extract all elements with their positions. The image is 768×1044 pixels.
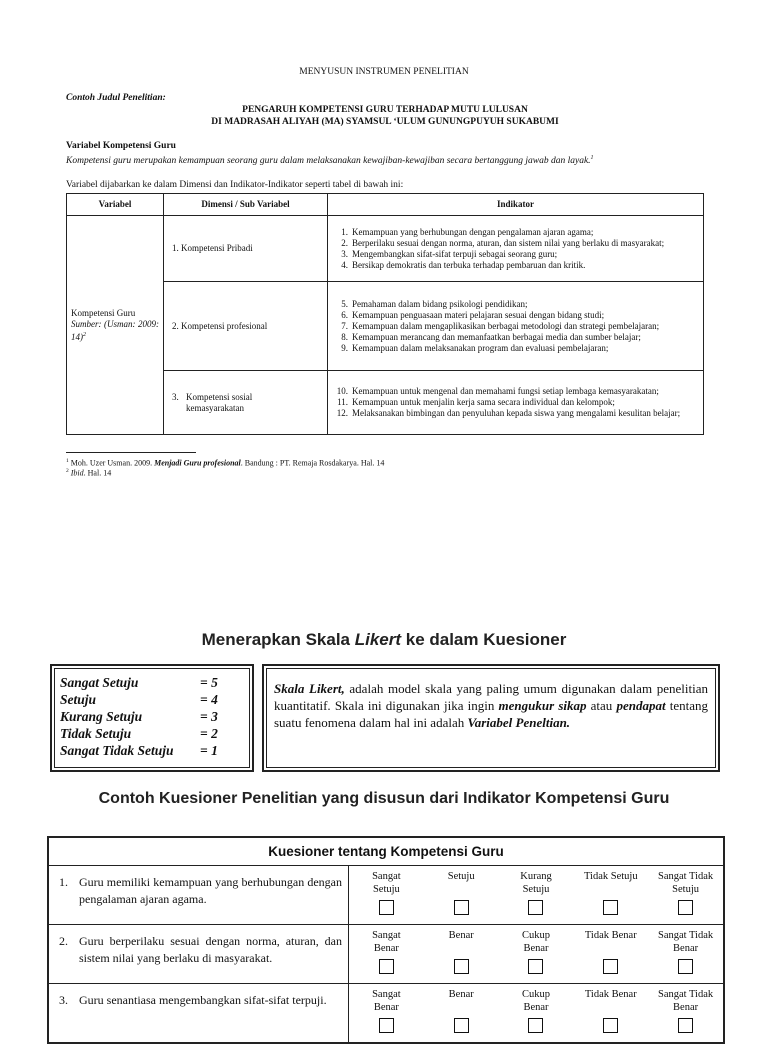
indicator-item: 1. Kemampuan yang berhubungan dengan pengalaman ajaran agama; bbox=[341, 226, 594, 237]
indicator-item: 2. Berperilaku sesuai dengan norma, aturan, dan sistem nilai yang berlaku di masyarakat; bbox=[341, 237, 665, 248]
scale-row: Setuju = 4 bbox=[60, 692, 218, 707]
variable-table bbox=[66, 193, 704, 435]
scale-row: Sangat Setuju = 5 bbox=[60, 675, 218, 690]
indicators-3 bbox=[328, 371, 704, 435]
option-kurang-setuju[interactable]: Kurang Setuju bbox=[499, 866, 574, 924]
indicators-1 bbox=[328, 216, 704, 282]
option-tidak-setuju[interactable]: Tidak Setuju bbox=[573, 866, 648, 924]
option-benar[interactable]: Benar bbox=[424, 984, 499, 1042]
option-tidak-benar[interactable]: Tidak Benar bbox=[573, 984, 648, 1042]
question-row: 2. Guru berperilaku sesuai dengan norma, aturan, dan sistem nilai yang berlaku di masyarakat. Sangat Benar Benar Cukup Benar Tidak Benar Sangat Tidak Benar bbox=[49, 924, 723, 983]
variable-heading: Variabel Kompetensi Guru bbox=[66, 141, 176, 151]
question-row: 3. Guru senantiasa mengembangkan sifat-sifat terpuji. Sangat Benar Benar Cukup Benar Tidak Benar Sangat Tidak Benar bbox=[49, 983, 723, 1042]
indicator-item: 6. Kemampuan penguasaan materi pelajaran sesuai dengan bidang studi; bbox=[341, 309, 605, 320]
checkbox[interactable] bbox=[528, 959, 543, 974]
likert-description: Skala Likert, adalah model skala yang paling umum digunakan dalam penelitian kuantitatif. Skala ini digunakan jika ingin mengukur sikap atau pendapat tentang suatu fenomena dalam hal ini adalah Variabel Peneltian. bbox=[274, 681, 708, 730]
indicator-item: 12. Melaksanakan bimbingan dan penyuluhan kepada siswa yang mengalami kesulitan belajar; bbox=[336, 408, 681, 418]
checkbox[interactable] bbox=[379, 900, 394, 915]
footnote-2: $^2$ Ibid. Hal. 14 bbox=[66, 468, 112, 478]
header-dimensi: Dimensi / Sub Variabel bbox=[164, 194, 328, 216]
checkbox[interactable] bbox=[454, 1018, 469, 1033]
checkbox[interactable] bbox=[379, 1018, 394, 1033]
option-sangat-tidak-benar[interactable]: Sangat Tidak Benar bbox=[648, 925, 723, 983]
indicators-2 bbox=[328, 282, 704, 371]
questionnaire-title: Kuesioner tentang Kompetensi Guru bbox=[268, 844, 504, 859]
dimension-2: 2. Kompetensi profesional bbox=[164, 282, 328, 371]
option-sangat-benar[interactable]: Sangat Benar bbox=[349, 925, 424, 983]
option-benar[interactable]: Benar bbox=[424, 925, 499, 983]
checkbox[interactable] bbox=[678, 900, 693, 915]
indicator-item: 10. Kemampuan untuk mengenal dan memahami fungsi setiap lembaga kemasyarakatan; bbox=[336, 386, 659, 396]
scale-row: Kurang Setuju = 3 bbox=[60, 709, 218, 724]
likert-scale-box bbox=[50, 664, 254, 772]
dimension-3: 3. Kompetensi sosial kemasyarakatan bbox=[164, 371, 328, 435]
option-sangat-tidak-setuju[interactable]: Sangat Tidak Setuju bbox=[648, 866, 723, 924]
intro-line: Variabel dijabarkan ke dalam Dimensi dan Indikator-Indikator seperti tabel di bawah ini: bbox=[66, 180, 404, 190]
doc-title: MENYUSUN INSTRUMEN PENELITIAN bbox=[299, 67, 469, 77]
option-cukup-benar[interactable]: Cukup Benar bbox=[499, 984, 574, 1042]
question-row: 1. Guru memiliki kemampuan yang berhubungan dengan pengalaman ajaran agama. Sangat Setuju Setuju Kurang Setuju Tidak Setuju Sangat Tidak Setuju bbox=[49, 865, 723, 924]
footnote-1: $^1$ Moh. Uzer Usman. 2009. Menjadi Guru profesional. Bandung : PT. Remaja Rosdakarya. Hal. 14 bbox=[66, 458, 385, 468]
questionnaire-heading: Contoh Kuesioner Penelitian yang disusun dari Indikator Kompetensi Guru bbox=[98, 790, 670, 807]
questionnaire-table bbox=[47, 836, 725, 1044]
variable-cell bbox=[67, 216, 164, 435]
option-sangat-setuju[interactable]: Sangat Setuju bbox=[349, 866, 424, 924]
dimension-1: 1. Kompetensi Pribadi bbox=[164, 216, 328, 282]
option-sangat-benar[interactable]: Sangat Benar bbox=[349, 984, 424, 1042]
checkbox[interactable] bbox=[528, 1018, 543, 1033]
footnote-rule bbox=[66, 452, 196, 453]
option-cukup-benar[interactable]: Cukup Benar bbox=[499, 925, 574, 983]
header-indikator: Indikator bbox=[328, 194, 704, 216]
likert-description-box bbox=[262, 664, 720, 772]
header-variabel: Variabel bbox=[67, 194, 164, 216]
checkbox[interactable] bbox=[454, 900, 469, 915]
likert-heading: Menerapkan Skala Likert ke dalam Kuesioner bbox=[201, 630, 567, 649]
indicator-item: 7. Kemampuan dalam mengaplikasikan berbagai metodologi dan strategi pembelajaran; bbox=[341, 320, 660, 331]
research-title-line-2: DI MADRASAH ALIYAH (MA) SYAMSUL ‘ULUM GUNUNGPUYUH SUKABUMI bbox=[211, 117, 559, 127]
option-setuju[interactable]: Setuju bbox=[424, 866, 499, 924]
checkbox[interactable] bbox=[678, 1018, 693, 1033]
indicator-item: 4. Bersikap demokratis dan terbuka terhadap pembaruan dan kritik. bbox=[341, 259, 586, 270]
indicator-item: 9. Kemampuan dalam melaksanakan program dan evaluasi pembelajaran; bbox=[341, 342, 609, 353]
indicator-item: 5. Pemahaman dalam bidang psikologi pendidikan; bbox=[341, 298, 528, 309]
indicator-item: 8. Kemampuan merancang dan memanfaatkan berbagai media dan sumber belajar; bbox=[341, 331, 641, 342]
checkbox[interactable] bbox=[528, 900, 543, 915]
indicator-item: 11. Kemampuan untuk menjalin kerja sama secara individual dan kelompok; bbox=[337, 397, 615, 407]
checkbox[interactable] bbox=[603, 900, 618, 915]
checkbox[interactable] bbox=[603, 959, 618, 974]
variable-name: Kompetensi Guru bbox=[71, 307, 136, 318]
option-tidak-benar[interactable]: Tidak Benar bbox=[573, 925, 648, 983]
research-title-line-1: PENGARUH KOMPETENSI GURU TERHADAP MUTU LULUSAN bbox=[242, 105, 528, 115]
variable-source: Sumber: (Usman: 2009: 14)$^2$ bbox=[71, 318, 159, 342]
checkbox[interactable] bbox=[379, 959, 394, 974]
variable-definition: Kompetensi guru merupakan kemampuan seorang guru dalam melaksanakan kewajiban-kewajiban secara bertanggung jawab dan layak.$^1$ bbox=[66, 155, 594, 167]
scale-row: Sangat Tidak Setuju = 1 bbox=[60, 743, 218, 758]
checkbox[interactable] bbox=[678, 959, 693, 974]
checkbox[interactable] bbox=[454, 959, 469, 974]
indicator-item: 3. Mengembangkan sifat-sifat terpuji sebagai seorang guru; bbox=[341, 248, 558, 259]
option-sangat-tidak-benar[interactable]: Sangat Tidak Benar bbox=[648, 984, 723, 1042]
scale-row: Tidak Setuju = 2 bbox=[60, 726, 218, 741]
example-label: Contoh Judul Penelitian: bbox=[66, 93, 166, 103]
checkbox[interactable] bbox=[603, 1018, 618, 1033]
